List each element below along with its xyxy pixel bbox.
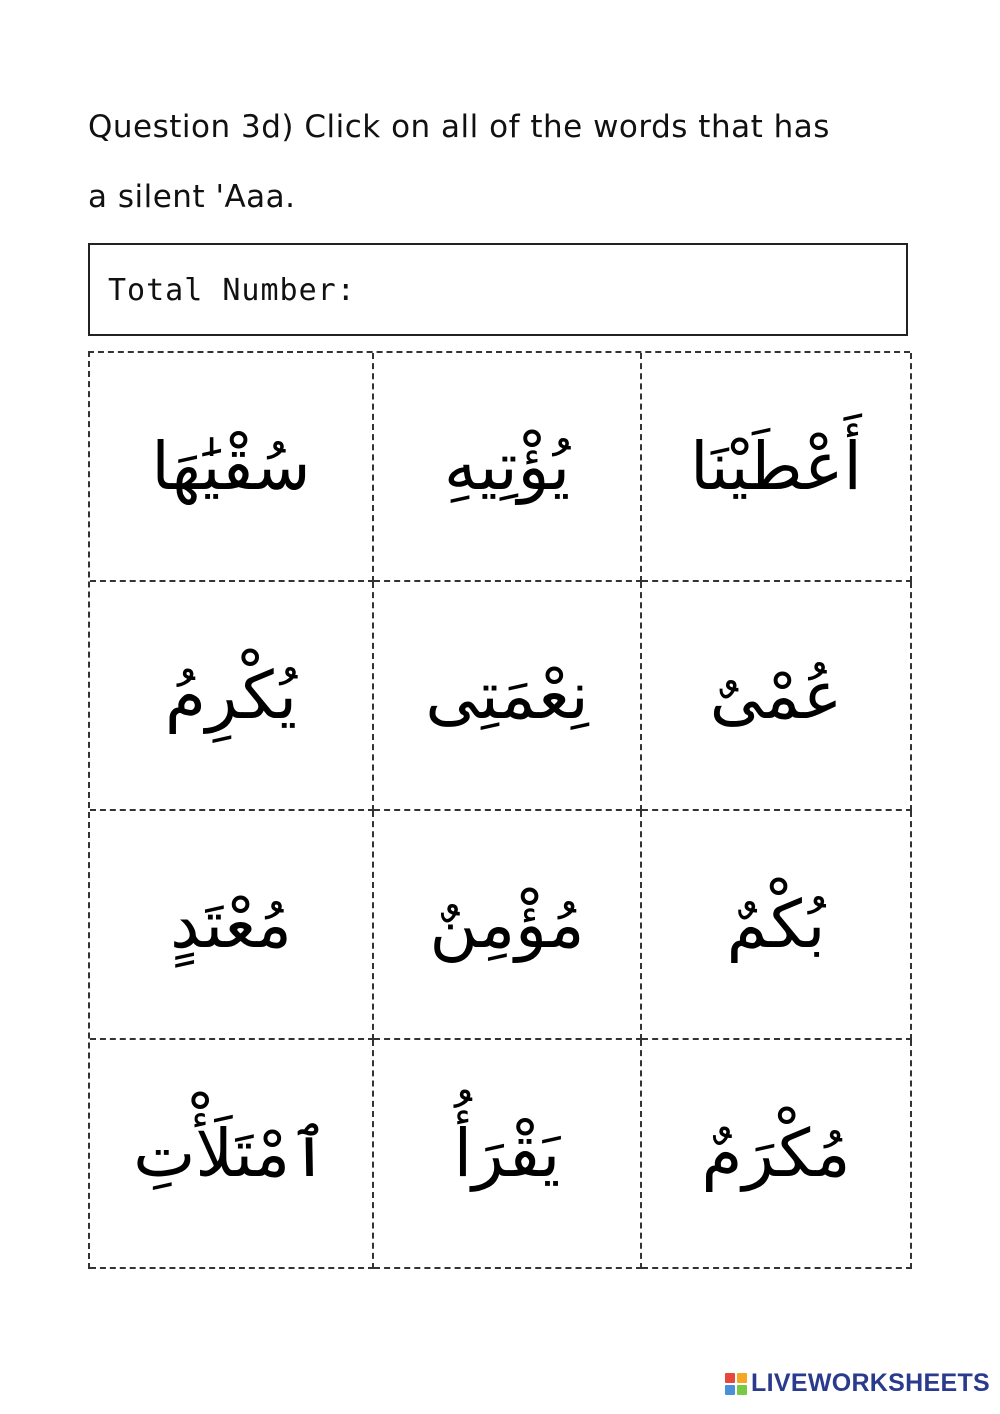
logo-tile [725,1373,735,1383]
word-cell[interactable] [642,811,912,1040]
arabic-word: سُقْيَٰهَا [151,428,311,505]
arabic-word: مُؤْمِنٌ [429,886,585,963]
logo-tile [725,1385,735,1395]
word-cell[interactable] [90,582,374,811]
word-cell[interactable] [90,353,374,582]
word-cell[interactable] [90,811,374,1040]
total-number-box[interactable] [88,243,908,336]
liveworksheets-icon [725,1373,747,1395]
word-cell[interactable] [642,1040,912,1269]
arabic-word: عُمْىٌ [709,657,843,734]
total-number-label: Total Number: [108,273,356,308]
arabic-word: بُكْمٌ [726,886,826,963]
word-cell[interactable] [642,353,912,582]
liveworksheets-watermark [725,1369,990,1398]
word-cell[interactable] [374,811,642,1040]
word-cell[interactable] [374,582,642,811]
liveworksheets-logo-text: LIVEWORKSHEETS [751,1369,990,1397]
arabic-word: أَعْطَيْنَا [690,428,862,505]
question-line-2: a silent 'Aaa. [88,179,296,215]
word-cell[interactable] [374,353,642,582]
question-text [88,92,908,232]
question-line-1: Question 3d) Click on all of the words that has [88,109,830,145]
arabic-word: نِعْمَتِى [425,657,589,734]
arabic-word: مُعْتَدٍ [170,886,292,963]
word-cell[interactable] [90,1040,374,1269]
arabic-word: يُكْرِمُ [164,657,298,734]
arabic-word: مُكْرَمٌ [701,1115,851,1192]
arabic-word: يُؤْتِيهِ [443,428,571,505]
logo-tile [737,1373,747,1383]
arabic-word: يَقْرَأُ [453,1115,561,1192]
word-cell[interactable] [642,582,912,811]
arabic-word: ٱمْتَلَأْتِ [133,1115,329,1192]
logo-tile [737,1385,747,1395]
word-grid [88,351,910,1269]
word-cell[interactable] [374,1040,642,1269]
